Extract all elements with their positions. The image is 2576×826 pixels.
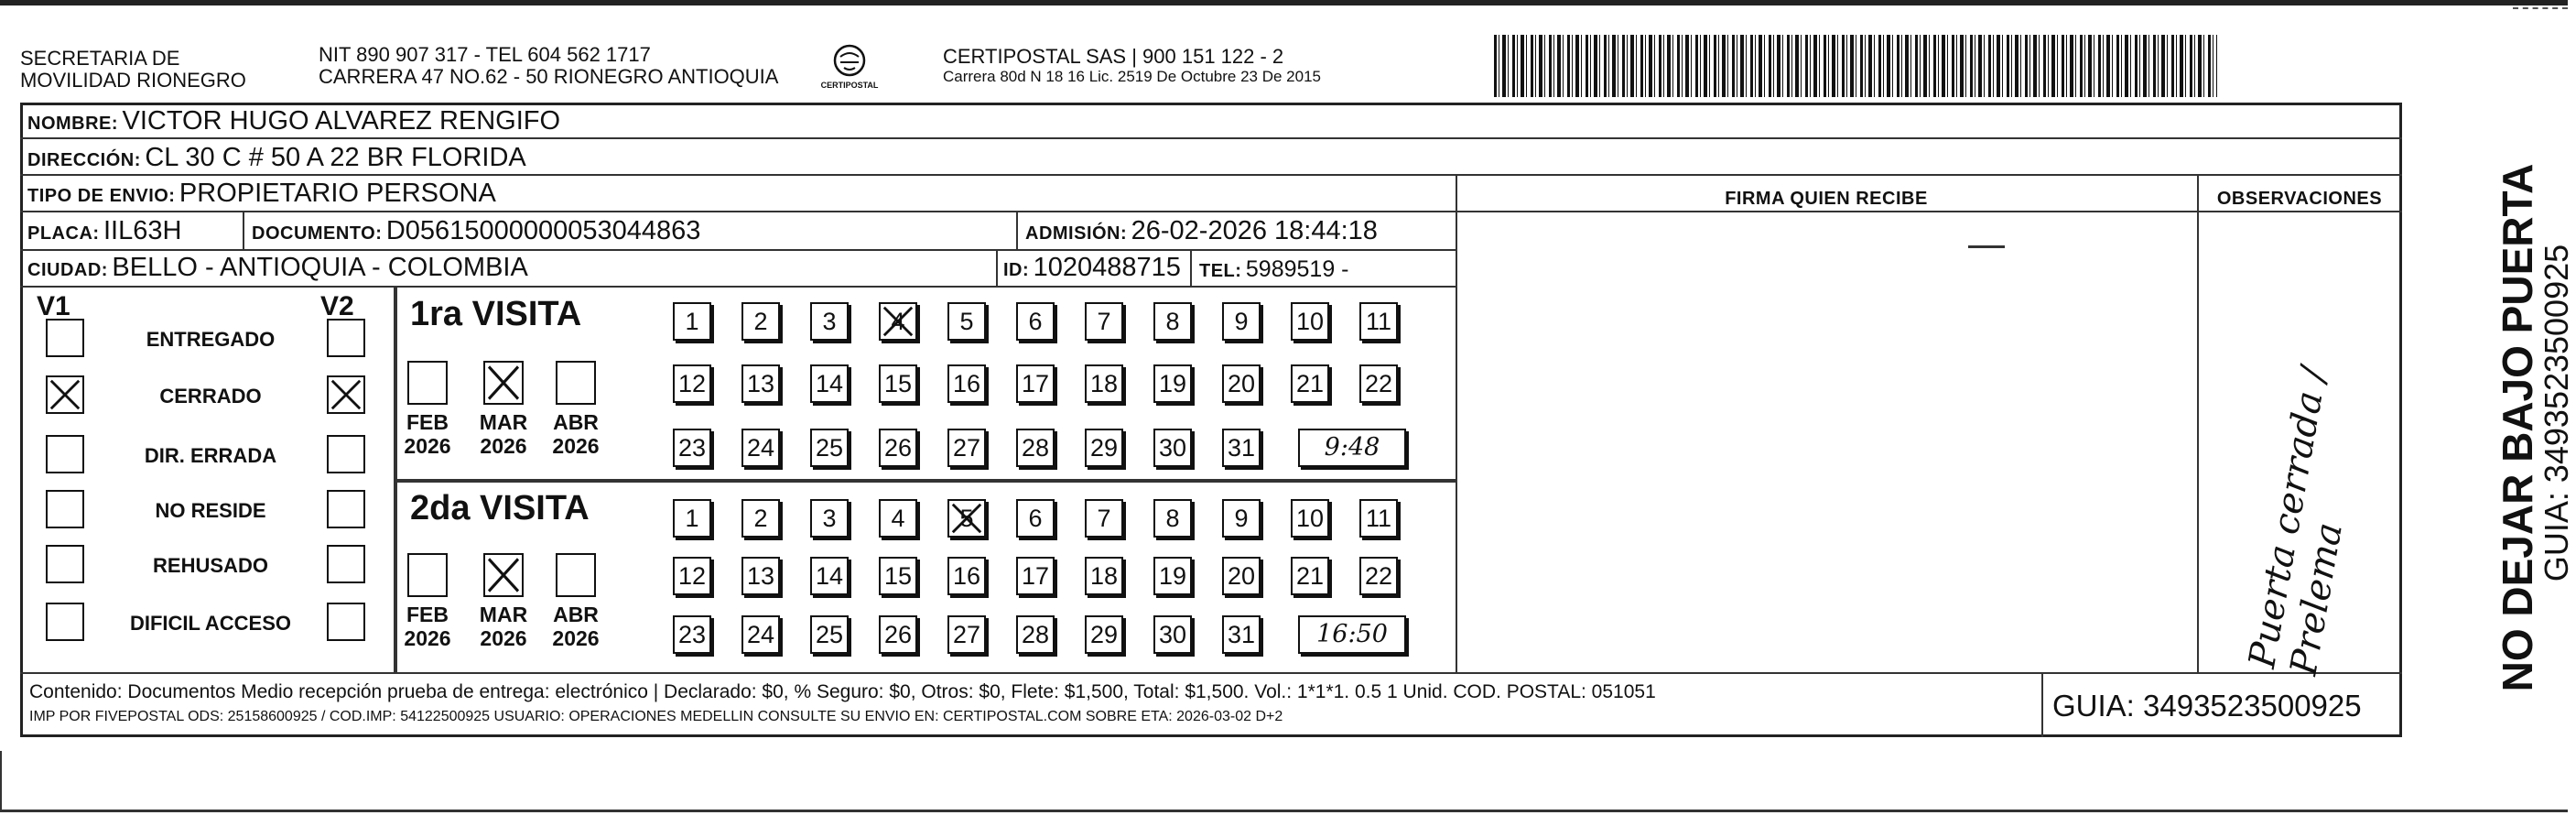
day-checkbox[interactable]: 3 [810,302,849,341]
day-checkbox[interactable]: 22 [1359,364,1398,403]
month-label: ABR 2026 [552,410,600,458]
day-checkbox[interactable]: 31 [1222,429,1261,467]
barcode [1494,35,2217,97]
day-checkbox[interactable]: 5 [947,499,986,538]
visit2-title: 2da VISITA [410,489,590,527]
status-label: DIFICIL ACCESO [129,612,291,635]
placa-value: IIL63H [103,216,182,245]
day-checkbox[interactable]: 26 [879,429,917,467]
status-label: NO RESIDE [155,499,266,522]
scan-edge-left [0,751,13,812]
day-checkbox[interactable]: 4 [879,302,917,341]
day-checkbox[interactable]: 12 [673,364,711,403]
check-x-mark [48,377,82,412]
day-checkbox[interactable]: 4 [879,499,917,538]
sender-line-2: MOVILIDAD RIONEGRO [20,69,246,92]
day-checkbox[interactable]: 5 [947,302,986,341]
documento-value: D05615000000053044863 [385,216,701,245]
scan-edge-top [0,0,2568,5]
status-label: REHUSADO [153,554,268,577]
day-checkbox[interactable]: 14 [810,364,849,403]
day-checkbox[interactable]: 17 [1016,557,1055,595]
v2-checkbox[interactable] [327,545,365,583]
day-checkbox[interactable]: 20 [1222,364,1261,403]
direccion-row [27,143,526,173]
footer-content: Contenido: Documentos Medio recepción prueba de entrega: electrónico | Declarado: $0, % Seguro: $0, Otros: $0, Flete: $1,500, Total: $1,500. Vol.: 1*1*1. 0.5 1 Unid. COD. POSTAL: 051051 [29,681,1656,702]
v1-checkbox[interactable] [46,319,84,357]
day-checkbox[interactable]: 21 [1291,557,1329,595]
admision-row [1025,216,1378,246]
nit-block [319,44,778,88]
logo-text: CERTIPOSTAL [820,81,879,90]
month-checkbox[interactable] [407,361,448,405]
day-checkbox[interactable]: 27 [947,615,986,654]
nit-line-2: CARRERA 47 NO.62 - 50 RIONEGRO ANTIOQUIA [319,65,779,88]
day-checkbox[interactable]: 2 [741,302,780,341]
status-label: ENTREGADO [146,328,276,351]
day-checkbox[interactable]: 19 [1153,557,1192,595]
direccion-label: DIRECCIÓN: [27,150,141,170]
tipo-value: PROPIETARIO PERSONA [179,179,496,208]
day-checkbox[interactable]: 1 [673,499,711,538]
nit-line-1: NIT 890 907 317 - TEL 604 562 1717 [319,43,651,66]
documento-row [252,216,700,246]
placa-label: PLACA: [27,223,100,244]
id-value: 1020488715 [1033,253,1181,282]
day-checkbox[interactable]: 11 [1359,499,1398,538]
day-checkbox[interactable]: 29 [1085,615,1123,654]
month-label: MAR 2026 [479,603,528,650]
day-checkbox[interactable]: 18 [1085,364,1123,403]
id-row [1003,253,1181,283]
day-checkbox[interactable]: 28 [1016,615,1055,654]
day-checkbox[interactable]: 26 [879,615,917,654]
visit-time[interactable]: 9:48 [1298,429,1406,467]
observation-text: Puerta cerrada / Prelema [2241,364,2351,679]
month-checkbox[interactable] [407,553,448,597]
tel-label: TEL: [1199,261,1242,281]
side-guia: GUIA: 3493523500925 [2538,244,2575,582]
day-checkbox[interactable]: 22 [1359,557,1398,595]
day-checkbox[interactable]: 7 [1085,302,1123,341]
observation-handwriting [2241,275,2362,679]
courier-block [943,46,1321,86]
day-checkbox[interactable]: 16 [947,364,986,403]
month-checkbox[interactable] [556,361,596,405]
v2-checkbox[interactable] [327,435,365,473]
v2-header: V2 [320,291,354,321]
day-checkbox[interactable]: 21 [1291,364,1329,403]
v1-header: V1 [37,291,70,321]
tel-value: 5989519 - [1245,256,1349,282]
day-checkbox[interactable]: 11 [1359,302,1398,341]
v1-checkbox[interactable] [46,545,84,583]
nombre-row [27,106,560,136]
day-checkbox[interactable]: 24 [741,429,780,467]
day-checkbox[interactable]: 14 [810,557,849,595]
footer-guia: GUIA: 3493523500925 [2052,689,2362,723]
footer-print-info: IMP POR FIVEPOSTAL ODS: 25158600925 / COD.IMP: 54122500925 USUARIO: OPERACIONES MEDELLIN CONSULTE SU ENVIO EN: CERTIPOSTAL.COM SOBRE ETA: 2026-03-02 D+2 [29,709,1283,724]
placa-row [27,216,181,246]
visit1-title: 1ra VISITA [410,295,582,333]
nombre-label: NOMBRE: [27,114,119,134]
tipo-row [27,179,496,209]
day-checkbox[interactable]: 9 [1222,499,1261,538]
day-checkbox[interactable]: 6 [1016,302,1055,341]
day-checkbox[interactable]: 30 [1153,615,1192,654]
day-checkbox[interactable]: 23 [673,615,711,654]
certipostal-logo [813,40,886,99]
day-checkbox[interactable]: 20 [1222,557,1261,595]
ciudad-value: BELLO - ANTIOQUIA - COLOMBIA [112,253,528,282]
day-checkbox[interactable]: 1 [673,302,711,341]
month-label: MAR 2026 [479,410,528,458]
sender-block [20,48,246,92]
side-instruction: NO DEJAR BAJO PUERTA [2494,163,2541,692]
day-checkbox[interactable]: 10 [1291,499,1329,538]
courier-line-2: Carrera 80d N 18 16 Lic. 2519 De Octubre 23 De 2015 [943,68,1321,85]
signature-mark [1968,245,2005,248]
day-checkbox[interactable]: 15 [879,364,917,403]
v1-checkbox[interactable] [46,375,84,414]
month-checkbox[interactable] [483,553,524,597]
tipo-label: TIPO DE ENVIO: [27,186,176,206]
tel-row [1199,256,1349,283]
day-checkbox[interactable]: 3 [810,499,849,538]
day-checkbox[interactable]: 12 [673,557,711,595]
status-label: DIR. ERRADA [144,444,277,467]
day-checkbox[interactable]: 30 [1153,429,1192,467]
check-x-mark [329,377,363,412]
courier-line-1: CERTIPOSTAL SAS | 900 151 122 - 2 [943,45,1284,68]
day-checkbox[interactable]: 19 [1153,364,1192,403]
check-x-mark [949,501,984,536]
admision-value: 26-02-2026 18:44:18 [1131,216,1378,245]
month-checkbox[interactable] [483,361,524,405]
day-checkbox[interactable]: 15 [879,557,917,595]
day-checkbox[interactable]: 31 [1222,615,1261,654]
observaciones-label: OBSERVACIONES [2216,189,2383,209]
day-checkbox[interactable]: 29 [1085,429,1123,467]
day-checkbox[interactable]: 2 [741,499,780,538]
day-checkbox[interactable]: 8 [1153,499,1192,538]
day-checkbox[interactable]: 25 [810,615,849,654]
day-checkbox[interactable]: 8 [1153,302,1192,341]
firma-label: FIRMA QUIEN RECIBE [1725,189,1928,209]
v2-checkbox[interactable] [327,375,365,414]
check-x-mark [485,555,522,595]
v2-checkbox[interactable] [327,603,365,641]
day-checkbox[interactable]: 9 [1222,302,1261,341]
day-checkbox[interactable]: 7 [1085,499,1123,538]
month-label: FEB 2026 [404,410,451,458]
v2-checkbox[interactable] [327,319,365,357]
v1-checkbox[interactable] [46,490,84,528]
month-checkbox[interactable] [556,553,596,597]
day-checkbox[interactable]: 13 [741,557,780,595]
v1-checkbox[interactable] [46,603,84,641]
sender-line-1: SECRETARIA DE [20,47,180,70]
check-x-mark [881,304,915,339]
day-checkbox[interactable]: 17 [1016,364,1055,403]
day-checkbox[interactable]: 10 [1291,302,1329,341]
nombre-value: VICTOR HUGO ALVAREZ RENGIFO [122,106,561,136]
day-checkbox[interactable]: 24 [741,615,780,654]
id-label: ID: [1003,260,1030,280]
day-checkbox[interactable]: 13 [741,364,780,403]
v1-checkbox[interactable] [46,435,84,473]
direccion-value: CL 30 C # 50 A 22 BR FLORIDA [145,143,526,172]
check-x-mark [485,363,522,403]
ciudad-label: CIUDAD: [27,260,108,280]
documento-label: DOCUMENTO: [252,223,383,244]
visit-time[interactable]: 16:50 [1298,615,1406,654]
day-checkbox[interactable]: 16 [947,557,986,595]
day-checkbox[interactable]: 6 [1016,499,1055,538]
status-label: CERRADO [159,385,262,408]
day-checkbox[interactable]: 23 [673,429,711,467]
admision-label: ADMISIÓN: [1025,223,1128,244]
scan-edge-bottom [0,810,2568,812]
month-label: ABR 2026 [552,603,600,650]
month-label: FEB 2026 [404,603,451,650]
v2-checkbox[interactable] [327,490,365,528]
day-checkbox[interactable]: 28 [1016,429,1055,467]
day-checkbox[interactable]: 18 [1085,557,1123,595]
ciudad-row [27,253,528,283]
day-checkbox[interactable]: 25 [810,429,849,467]
cut-line [2513,7,2568,11]
day-checkbox[interactable]: 27 [947,429,986,467]
